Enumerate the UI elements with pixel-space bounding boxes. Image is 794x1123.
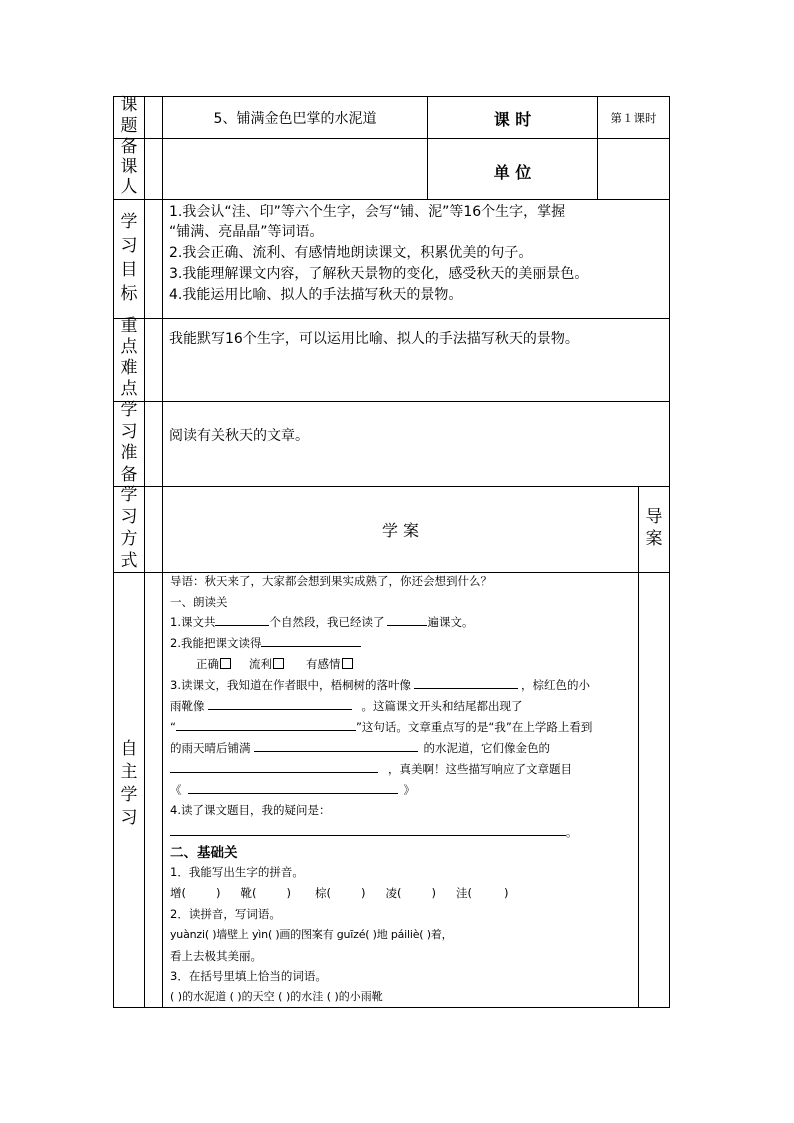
question-3-line-4: 的雨天晴后铺满 的水泥道，它们像金色的 xyxy=(170,741,550,755)
table-border xyxy=(113,401,670,402)
preparer-label: 备 课 人 xyxy=(120,137,138,197)
question-4: 4.读了课文题目，我的疑问是： xyxy=(170,803,331,817)
basic-question-1: 1．我能写出生字的拼音。 xyxy=(170,865,304,879)
goal-item: 1.我会认“洼、印”等六个生字，会写“铺、泥”等16个生字，掌握 xyxy=(169,204,566,220)
table-border xyxy=(113,199,670,200)
blank-line[interactable] xyxy=(176,718,356,731)
table-border xyxy=(113,96,670,97)
goal-item: “铺满、亮晶晶”等词语。 xyxy=(169,224,324,240)
self-study-label: 自 主 学 习 xyxy=(120,739,138,828)
question-3-line-1: 3.读课文，我知道在作者眼中，梧桐树的落叶像 ，棕红色的小 xyxy=(170,678,590,692)
period-value: 第１课时 xyxy=(610,111,657,125)
checkbox[interactable] xyxy=(342,658,353,669)
table-border xyxy=(669,96,670,1008)
pinyin-words: yuànzi( )墙壁上 yìn( )画的图案有 guīzé( )地 páiliè( )着， xyxy=(170,928,453,941)
blank-line[interactable] xyxy=(387,613,427,626)
pinyin-items: 增( ) 靴( ) 棕( ) 凌( ) 洼( ) xyxy=(170,886,509,900)
blank-line[interactable] xyxy=(170,760,378,773)
preparation-label: 学 习 准 备 xyxy=(120,400,138,485)
checkbox[interactable] xyxy=(220,658,231,669)
question-3-line-6: 《 》 xyxy=(170,783,415,797)
period-label: 课 时 xyxy=(493,110,532,129)
question-3-line-2: 雨靴像 。这篇课文开头和结尾都出现了 xyxy=(170,699,523,713)
question-3-line-5: ，真美啊！这些描写响应了文章题目 xyxy=(170,759,572,779)
teaching-plan-heading: 导 案 xyxy=(645,507,663,549)
question-1: 1.课文共 个自然段，我已经读了 遍课文。 xyxy=(170,615,474,629)
topic-label: 课 题 xyxy=(120,95,138,136)
blank-line[interactable] xyxy=(188,781,398,794)
basic-question-3: 3．在括号里填上恰当的词语。 xyxy=(170,969,327,983)
blank-line[interactable] xyxy=(170,823,566,836)
basic-question-2: 2．读拼音，写词语。 xyxy=(170,907,281,921)
table-border xyxy=(113,138,670,139)
table-border xyxy=(638,486,639,1008)
blank-line[interactable] xyxy=(254,739,418,752)
fill-in-words: ( )的水泥道 ( )的天空 ( )的水洼 ( )的小雨靴 xyxy=(170,990,383,1003)
section-title: 一、朗读关 xyxy=(170,595,228,609)
blank-line[interactable] xyxy=(208,697,352,710)
question-2: 2.我能把课文读得 xyxy=(170,633,361,653)
goal-item: 4.我能运用比喻、拟人的手法描写秋天的景物。 xyxy=(169,287,463,303)
blank-line[interactable] xyxy=(215,613,269,626)
goal-item: 2.我会正确、流利、有感情地朗读课文，积累优美的句子。 xyxy=(169,245,533,261)
table-border xyxy=(144,96,145,1008)
question-4-answer: 。 xyxy=(170,822,578,842)
intro-text: 导语：秋天来了，大家都会想到果实成熟了，你还会想到什么？ xyxy=(170,574,492,588)
key-points-text: 我能默写16个生字，可以运用比喻、拟人的手法描写秋天的景物。 xyxy=(169,331,579,347)
topic-title: 5、铺满金色巴掌的水泥道 xyxy=(213,111,377,127)
study-plan-heading: 学 案 xyxy=(381,521,420,540)
key-points-label: 重 点 难 点 xyxy=(120,316,138,399)
table-border xyxy=(113,486,670,487)
table-border xyxy=(113,1007,670,1008)
goals-label: 学 习 目 标 xyxy=(120,212,138,304)
table-border xyxy=(113,318,670,319)
section-title: 二、基础关 xyxy=(170,845,238,861)
checkbox[interactable] xyxy=(273,658,284,669)
pinyin-words-cont: 看上去极其美丽。 xyxy=(170,949,262,963)
goal-item: 3.我能理解课文内容，了解秋天景物的变化，感受秋天的美丽景色。 xyxy=(169,266,589,282)
blank-line[interactable] xyxy=(414,676,518,689)
question-3-line-3: “ ”这句话。文章重点写的是“我”在上学路上看到 xyxy=(170,720,593,734)
table-border xyxy=(162,96,163,1008)
method-label: 学 习 方 式 xyxy=(120,485,138,571)
reading-options: 正确 流利 有感情 xyxy=(196,654,353,674)
preparation-text: 阅读有关秋天的文章。 xyxy=(169,428,309,444)
blank-line[interactable] xyxy=(261,634,361,647)
unit-label: 单 位 xyxy=(493,163,532,182)
